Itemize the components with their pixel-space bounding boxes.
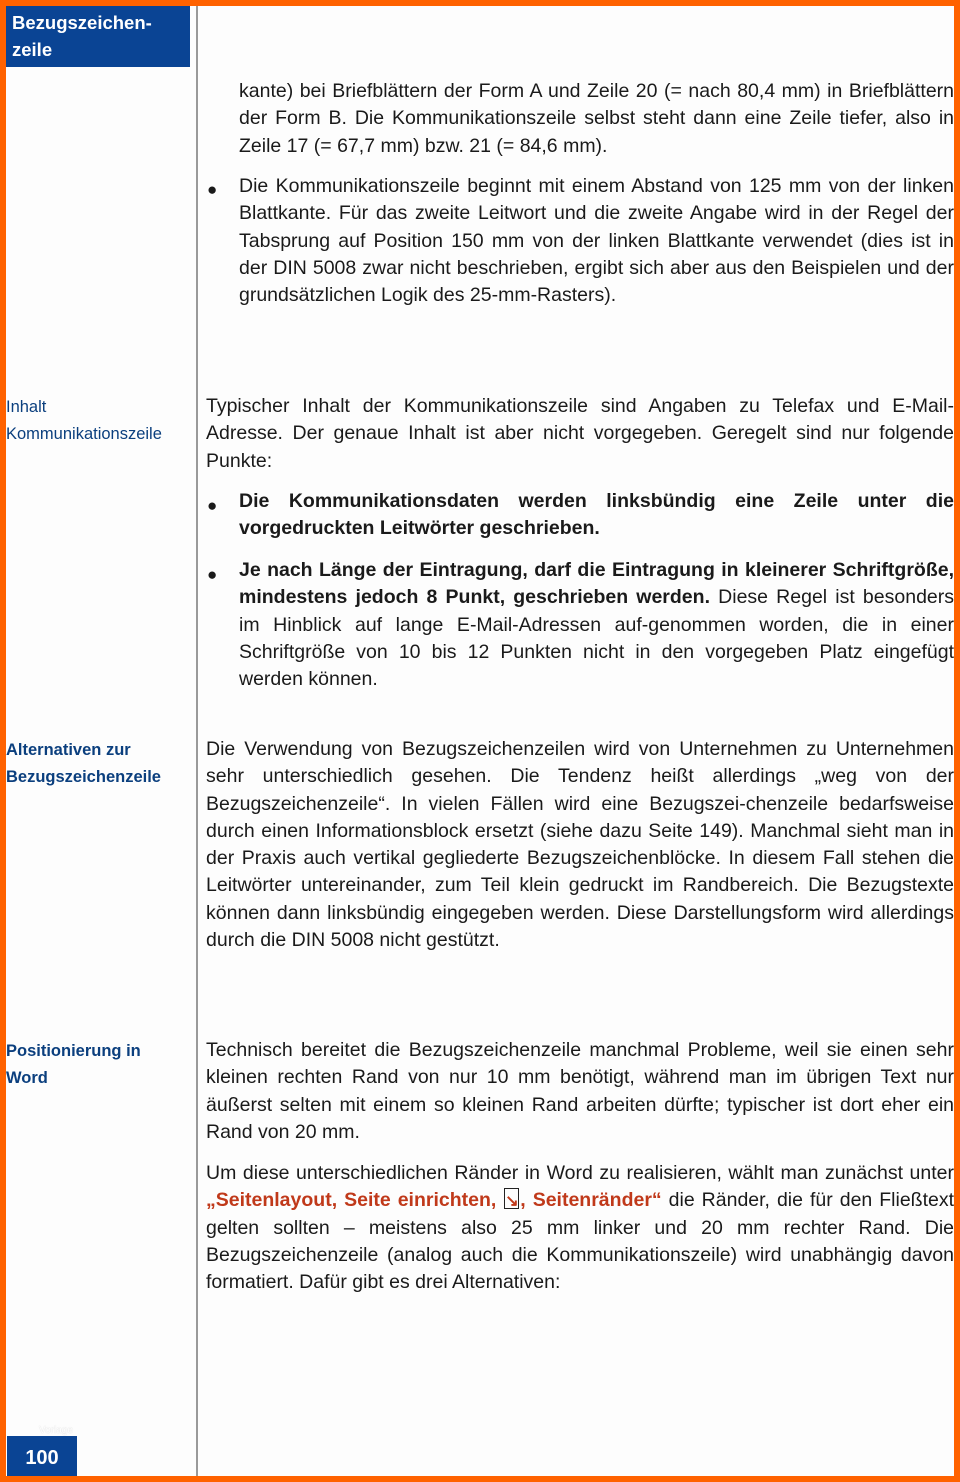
- page-number: 100: [25, 1447, 59, 1469]
- header-title-line1: Bezugszeichen-: [12, 12, 152, 33]
- dialog-launcher-icon: [504, 1188, 519, 1209]
- header-title-line2: zeile: [12, 39, 53, 60]
- inhalt-paragraph: Typischer Inhalt der Kommunikationszeile sind Angaben zu Telefax und E-Mail-Adresse. Der genaue Inhalt ist aber nicht vorgegeben. Geregelt sind nur folgende Punkte:: [206, 395, 954, 472]
- menu-path-highlight: „Seitenlayout, Seite einrichten,: [206, 1189, 504, 1212]
- positionierung-paragraph-1: Technisch bereitet die Bezugszeichenzeile manchmal Probleme, weil sie einen sehr kleinen rechten Rand von nur 10 mm benötigt, während man im übrigen Text nur äußerst selten mit einem so kleinen Rand arbeiten dürfte; typischer ist dort eher ein Rand von 20 mm.: [206, 1039, 954, 1143]
- section-header: [6, 6, 190, 67]
- positionierung-paragraph-2: [206, 1160, 954, 1296]
- label-line: Inhalt: [6, 398, 47, 416]
- inhalt-bullet-1: Die Kommunikationsdaten werden linksbündig eine Zeile unter die vorgedruckten Leitwörter geschrieben.: [239, 490, 954, 540]
- label-line: Bezugszeichenzeile: [6, 768, 161, 786]
- margin-label-positionierung: [6, 1038, 191, 1092]
- menu-path-highlight-end: , Seitenränder“: [520, 1189, 662, 1212]
- intro-paragraph: kante) bei Briefblättern der Form A und Zeile 20 (= nach 80,4 mm) in Briefblättern der Form B. Die Kommunikationszeile selbst steht dann eine Zeile tiefer, also in Zeile 17 (= 67,7 mm) bzw. 21 (= 84,6 mm).: [239, 80, 954, 157]
- label-line: Positionierung in: [6, 1042, 141, 1060]
- arrow-glyph: ↘: [505, 1193, 519, 1211]
- page-number-box: [7, 1436, 77, 1476]
- inhalt-bullet-2: [239, 557, 954, 693]
- alternativen-paragraph: Die Verwendung von Bezugszeichenzeilen wird von Unternehmen zu Unternehmen sehr unterschiedlich gesehen. Die Tendenz heißt allerdings „weg von der Bezugszeichenzeile“. In vielen Fällen wird eine Bezugszei-chenzeile bedarfsweise durch einen Informationsblock ersetzt (siehe dazu Seite 149). Manchmal sieht man in der Praxis auch vertikal gegliederte Bezugszeichenblöcke. In diesem Fall stehen die Leitwörter untereinander, zum Teil klein gedruckt im Randbereich. Die Bezugstexte können dann linksbündig eingegeben werden. Diese Darstellungsform wird allerdings durch die DIN 5008 nicht gestützt.: [206, 738, 954, 952]
- bullet-2-bold: Je nach Länge der Eintragung, darf die Eintragung in kleinerer Schriftgröße, mindestens jedoch 8 Punkt, geschrieben werden.: [239, 559, 954, 609]
- bullet-icon: ●: [207, 496, 218, 515]
- vertical-divider: [196, 6, 198, 1476]
- p2-start: Um diese unterschiedlichen Ränder in Word zu realisieren, wählt man zunächst unter: [206, 1162, 954, 1184]
- bullet-icon: ●: [207, 565, 218, 584]
- document-page: [6, 6, 954, 1476]
- margin-label-inhalt: [6, 394, 191, 448]
- p2-end: die Ränder, die für den Fließtext gelten sollten – meistens also 25 mm linker und 20 mm rechter Rand. Die Bezugszeichenzeile (analog auch die Kommunikationszeile) wird unabhängig davon formatiert. Dafür gibt es drei Alternativen:: [206, 1189, 954, 1294]
- bullet-icon: ●: [207, 180, 218, 199]
- bullet-2-rest: Diese Regel ist besonders im Hinblick auf lange E-Mail-Adressen auf-genommen worden, die in einer Schriftgröße von 10 bis 12 Punkten nicht in den vorgegeben Platz eingefügt werden können.: [239, 586, 954, 691]
- intro-bullet: Die Kommunikationszeile beginnt mit einem Abstand von 125 mm von der linken Blattkante. Für das zweite Leitwort und die zweite Angabe wird in der Regel der Tabsprung auf Position 150 mm von der linken Blattkante verwendet (dies ist in der DIN 5008 zwar nicht beschrieben, ergibt sich aber aus den Beispielen und der grundsätzlichen Logik des 25-mm-Rasters).: [239, 175, 954, 307]
- label-line: Kommunikationszeile: [6, 425, 162, 443]
- vorlage-label: Vorlage: [39, 1425, 73, 1436]
- label-line: Word: [6, 1069, 48, 1087]
- label-line: Alternativen zur: [6, 741, 131, 759]
- margin-label-alternativen: [6, 737, 191, 791]
